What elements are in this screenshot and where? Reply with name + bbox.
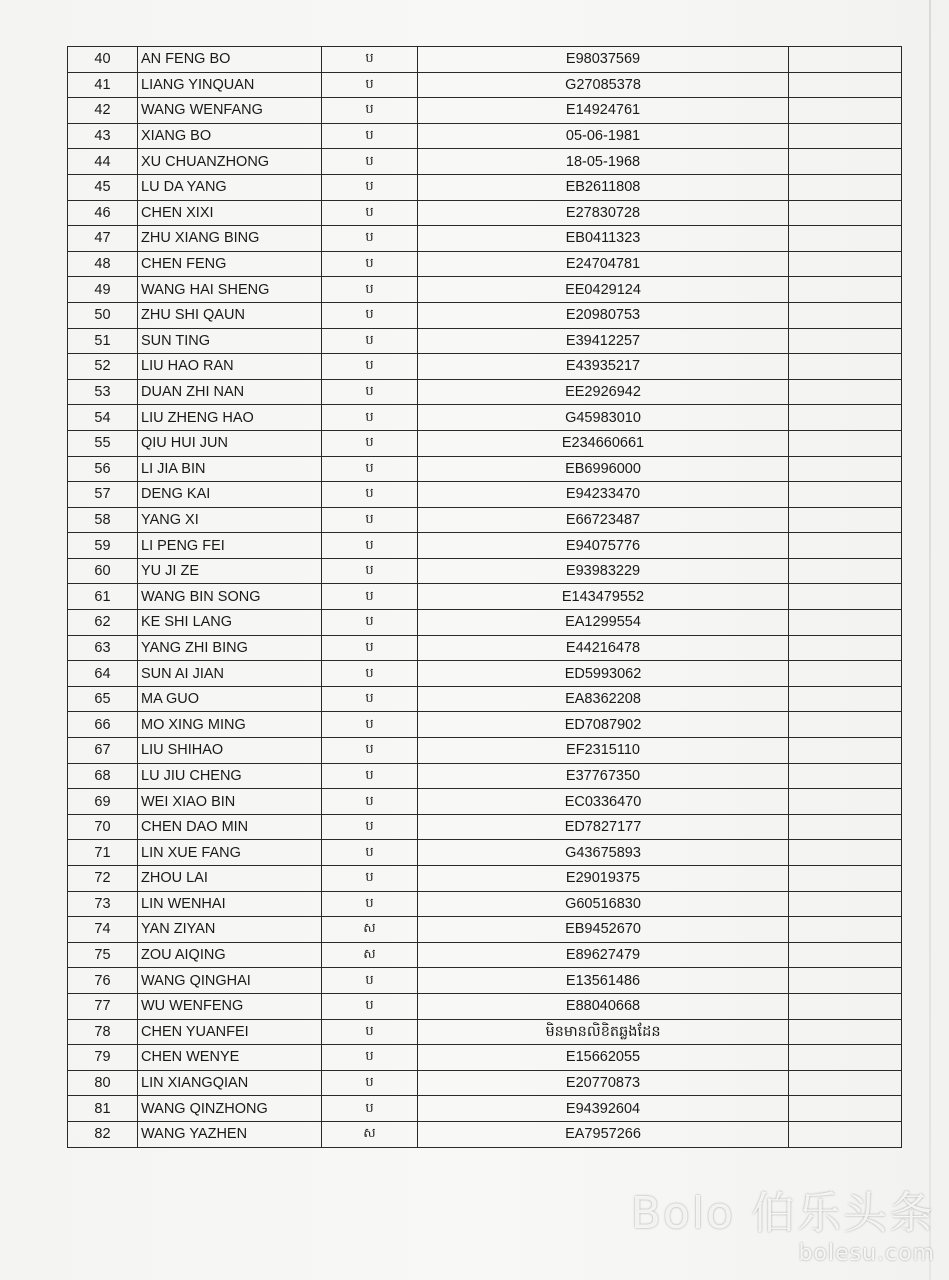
- row-number-cell: 40: [68, 47, 138, 73]
- empty-notes-cell: [789, 1019, 902, 1045]
- passport-number-cell: EE2926942: [418, 379, 789, 405]
- table-row: [68, 277, 902, 303]
- table-row: [68, 482, 902, 508]
- sex-cell: ប: [322, 1045, 418, 1071]
- row-number-cell: 41: [68, 72, 138, 98]
- sex-cell: ប: [322, 712, 418, 738]
- watermark-logo-text: Bolo 伯乐头条: [630, 1188, 935, 1239]
- passport-number-cell: E143479552: [418, 584, 789, 610]
- table-row: [68, 328, 902, 354]
- empty-notes-cell: [789, 1096, 902, 1122]
- passport-number-cell: E13561486: [418, 968, 789, 994]
- empty-notes-cell: [789, 302, 902, 328]
- row-number-cell: 50: [68, 302, 138, 328]
- sex-cell: ប: [322, 430, 418, 456]
- person-name-cell: YU JI ZE: [138, 558, 322, 584]
- sex-cell: ប: [322, 866, 418, 892]
- person-name-cell: CHEN WENYE: [138, 1045, 322, 1071]
- row-number-cell: 44: [68, 149, 138, 175]
- sex-cell: ប: [322, 1070, 418, 1096]
- table-row: [68, 251, 902, 277]
- sex-cell: ប: [322, 354, 418, 380]
- sex-cell: ស: [322, 942, 418, 968]
- person-name-cell: XIANG BO: [138, 123, 322, 149]
- person-name-cell: LIU HAO RAN: [138, 354, 322, 380]
- sex-cell: ប: [322, 584, 418, 610]
- sex-cell: ប: [322, 635, 418, 661]
- watermark-url: bolesu.com: [798, 1241, 935, 1266]
- person-name-cell: LIN XUE FANG: [138, 840, 322, 866]
- row-number-cell: 68: [68, 763, 138, 789]
- table-row: [68, 610, 902, 636]
- empty-notes-cell: [789, 942, 902, 968]
- empty-notes-cell: [789, 277, 902, 303]
- passport-number-cell: 18-05-1968: [418, 149, 789, 175]
- person-name-cell: DENG KAI: [138, 482, 322, 508]
- table-row: [68, 1070, 902, 1096]
- passport-number-cell: EE0429124: [418, 277, 789, 303]
- empty-notes-cell: [789, 533, 902, 559]
- sex-cell: ប: [322, 789, 418, 815]
- table-row: [68, 507, 902, 533]
- sex-cell: ប: [322, 661, 418, 687]
- person-name-cell: LIN WENHAI: [138, 891, 322, 917]
- row-number-cell: 64: [68, 661, 138, 687]
- row-number-cell: 66: [68, 712, 138, 738]
- row-number-cell: 60: [68, 558, 138, 584]
- table-row: [68, 123, 902, 149]
- row-number-cell: 63: [68, 635, 138, 661]
- person-name-cell: YANG ZHI BING: [138, 635, 322, 661]
- person-name-cell: WU WENFENG: [138, 993, 322, 1019]
- passport-number-cell: E94392604: [418, 1096, 789, 1122]
- row-number-cell: 70: [68, 814, 138, 840]
- empty-notes-cell: [789, 72, 902, 98]
- watermark: [631, 1177, 935, 1266]
- row-number-cell: 77: [68, 993, 138, 1019]
- row-number-cell: 71: [68, 840, 138, 866]
- passport-number-cell: ED7087902: [418, 712, 789, 738]
- row-number-cell: 72: [68, 866, 138, 892]
- empty-notes-cell: [789, 405, 902, 431]
- sex-cell: ប: [322, 379, 418, 405]
- sex-cell: ប: [322, 328, 418, 354]
- row-number-cell: 51: [68, 328, 138, 354]
- person-name-cell: ZHU XIANG BING: [138, 226, 322, 252]
- table-row: [68, 379, 902, 405]
- sex-cell: ប: [322, 149, 418, 175]
- person-name-cell: WANG BIN SONG: [138, 584, 322, 610]
- sex-cell: ប: [322, 277, 418, 303]
- table-row: [68, 72, 902, 98]
- sex-cell: ប: [322, 174, 418, 200]
- empty-notes-cell: [789, 866, 902, 892]
- passport-number-cell: EC0336470: [418, 789, 789, 815]
- person-name-cell: CHEN FENG: [138, 251, 322, 277]
- table-row: [68, 712, 902, 738]
- table-row: [68, 584, 902, 610]
- page-edge: [929, 0, 931, 1280]
- sex-cell: ប: [322, 610, 418, 636]
- person-name-cell: XU CHUANZHONG: [138, 149, 322, 175]
- passport-number-cell: ED5993062: [418, 661, 789, 687]
- empty-notes-cell: [789, 379, 902, 405]
- roster-table-body: [68, 47, 902, 1148]
- table-row: [68, 1096, 902, 1122]
- row-number-cell: 74: [68, 917, 138, 943]
- empty-notes-cell: [789, 584, 902, 610]
- sex-cell: ប: [322, 840, 418, 866]
- person-name-cell: CHEN YUANFEI: [138, 1019, 322, 1045]
- row-number-cell: 75: [68, 942, 138, 968]
- table-row: [68, 174, 902, 200]
- table-row: [68, 1045, 902, 1071]
- person-name-cell: LIU ZHENG HAO: [138, 405, 322, 431]
- table-row: [68, 1121, 902, 1147]
- empty-notes-cell: [789, 814, 902, 840]
- sex-cell: ស: [322, 1121, 418, 1147]
- person-name-cell: ZHU SHI QAUN: [138, 302, 322, 328]
- table-row: [68, 47, 902, 73]
- row-number-cell: 53: [68, 379, 138, 405]
- empty-notes-cell: [789, 789, 902, 815]
- sex-cell: ប: [322, 763, 418, 789]
- row-number-cell: 79: [68, 1045, 138, 1071]
- person-name-cell: LIU SHIHAO: [138, 738, 322, 764]
- passport-number-cell: EB9452670: [418, 917, 789, 943]
- row-number-cell: 80: [68, 1070, 138, 1096]
- table-row: [68, 98, 902, 124]
- table-row: [68, 149, 902, 175]
- empty-notes-cell: [789, 226, 902, 252]
- passport-number-cell: E94075776: [418, 533, 789, 559]
- empty-notes-cell: [789, 738, 902, 764]
- table-row: [68, 661, 902, 687]
- passport-number-cell: E93983229: [418, 558, 789, 584]
- table-row: [68, 993, 902, 1019]
- row-number-cell: 65: [68, 686, 138, 712]
- passport-number-cell: EA1299554: [418, 610, 789, 636]
- empty-notes-cell: [789, 251, 902, 277]
- empty-notes-cell: [789, 917, 902, 943]
- sex-cell: ស: [322, 917, 418, 943]
- sex-cell: ប: [322, 891, 418, 917]
- sex-cell: ប: [322, 533, 418, 559]
- empty-notes-cell: [789, 1045, 902, 1071]
- person-name-cell: SUN AI JIAN: [138, 661, 322, 687]
- sex-cell: ប: [322, 1019, 418, 1045]
- row-number-cell: 42: [68, 98, 138, 124]
- sex-cell: ប: [322, 226, 418, 252]
- person-name-cell: LIN XIANGQIAN: [138, 1070, 322, 1096]
- table-row: [68, 405, 902, 431]
- sex-cell: ប: [322, 47, 418, 73]
- table-row: [68, 891, 902, 917]
- sex-cell: ប: [322, 200, 418, 226]
- row-number-cell: 67: [68, 738, 138, 764]
- sex-cell: ប: [322, 738, 418, 764]
- passport-number-cell: EB0411323: [418, 226, 789, 252]
- empty-notes-cell: [789, 174, 902, 200]
- empty-notes-cell: [789, 328, 902, 354]
- passport-number-cell: E29019375: [418, 866, 789, 892]
- empty-notes-cell: [789, 840, 902, 866]
- person-name-cell: WANG WENFANG: [138, 98, 322, 124]
- passport-number-cell: E234660661: [418, 430, 789, 456]
- table-row: [68, 226, 902, 252]
- sex-cell: ប: [322, 456, 418, 482]
- passport-number-cell: E15662055: [418, 1045, 789, 1071]
- row-number-cell: 52: [68, 354, 138, 380]
- passport-number-cell: E20770873: [418, 1070, 789, 1096]
- empty-notes-cell: [789, 968, 902, 994]
- passport-number-cell: E94233470: [418, 482, 789, 508]
- table-row: [68, 430, 902, 456]
- passport-number-cell: EB2611808: [418, 174, 789, 200]
- sex-cell: ប: [322, 814, 418, 840]
- passport-number-cell: E89627479: [418, 942, 789, 968]
- person-name-cell: DUAN ZHI NAN: [138, 379, 322, 405]
- row-number-cell: 59: [68, 533, 138, 559]
- sex-cell: ប: [322, 251, 418, 277]
- empty-notes-cell: [789, 558, 902, 584]
- sex-cell: ប: [322, 1096, 418, 1122]
- row-number-cell: 58: [68, 507, 138, 533]
- empty-notes-cell: [789, 686, 902, 712]
- passport-number-cell: E27830728: [418, 200, 789, 226]
- empty-notes-cell: [789, 98, 902, 124]
- passport-number-cell: 05-06-1981: [418, 123, 789, 149]
- person-name-cell: SUN TING: [138, 328, 322, 354]
- passport-number-cell: EA7957266: [418, 1121, 789, 1147]
- row-number-cell: 76: [68, 968, 138, 994]
- person-name-cell: ZOU AIQING: [138, 942, 322, 968]
- empty-notes-cell: [789, 47, 902, 73]
- person-name-cell: WANG QINZHONG: [138, 1096, 322, 1122]
- table-row: [68, 738, 902, 764]
- row-number-cell: 48: [68, 251, 138, 277]
- row-number-cell: 43: [68, 123, 138, 149]
- sex-cell: ប: [322, 123, 418, 149]
- empty-notes-cell: [789, 1121, 902, 1147]
- sex-cell: ប: [322, 507, 418, 533]
- roster-table-wrapper: [67, 46, 901, 1148]
- empty-notes-cell: [789, 993, 902, 1019]
- passport-number-cell: EA8362208: [418, 686, 789, 712]
- row-number-cell: 54: [68, 405, 138, 431]
- row-number-cell: 55: [68, 430, 138, 456]
- table-row: [68, 1019, 902, 1045]
- empty-notes-cell: [789, 891, 902, 917]
- sex-cell: ប: [322, 405, 418, 431]
- sex-cell: ប: [322, 302, 418, 328]
- table-row: [68, 763, 902, 789]
- person-name-cell: QIU HUI JUN: [138, 430, 322, 456]
- passport-number-cell: EB6996000: [418, 456, 789, 482]
- row-number-cell: 82: [68, 1121, 138, 1147]
- table-row: [68, 968, 902, 994]
- passport-number-cell: E20980753: [418, 302, 789, 328]
- table-row: [68, 456, 902, 482]
- person-name-cell: ZHOU LAI: [138, 866, 322, 892]
- passport-number-cell: ED7827177: [418, 814, 789, 840]
- empty-notes-cell: [789, 507, 902, 533]
- empty-notes-cell: [789, 200, 902, 226]
- person-name-cell: CHEN DAO MIN: [138, 814, 322, 840]
- person-name-cell: LU JIU CHENG: [138, 763, 322, 789]
- row-number-cell: 57: [68, 482, 138, 508]
- table-row: [68, 635, 902, 661]
- empty-notes-cell: [789, 712, 902, 738]
- empty-notes-cell: [789, 661, 902, 687]
- empty-notes-cell: [789, 354, 902, 380]
- empty-notes-cell: [789, 635, 902, 661]
- row-number-cell: 73: [68, 891, 138, 917]
- person-name-cell: LIANG YINQUAN: [138, 72, 322, 98]
- sex-cell: ប: [322, 686, 418, 712]
- table-row: [68, 558, 902, 584]
- table-row: [68, 200, 902, 226]
- table-row: [68, 686, 902, 712]
- passport-number-cell: E43935217: [418, 354, 789, 380]
- passport-number-cell: E24704781: [418, 251, 789, 277]
- empty-notes-cell: [789, 149, 902, 175]
- passport-number-cell: E66723487: [418, 507, 789, 533]
- table-row: [68, 866, 902, 892]
- sex-cell: ប: [322, 72, 418, 98]
- row-number-cell: 45: [68, 174, 138, 200]
- table-row: [68, 533, 902, 559]
- row-number-cell: 56: [68, 456, 138, 482]
- person-name-cell: WEI XIAO BIN: [138, 789, 322, 815]
- person-name-cell: LI PENG FEI: [138, 533, 322, 559]
- person-name-cell: MA GUO: [138, 686, 322, 712]
- row-number-cell: 47: [68, 226, 138, 252]
- passport-number-cell: E39412257: [418, 328, 789, 354]
- passport-number-cell: E14924761: [418, 98, 789, 124]
- person-name-cell: WANG YAZHEN: [138, 1121, 322, 1147]
- empty-notes-cell: [789, 763, 902, 789]
- person-name-cell: MO XING MING: [138, 712, 322, 738]
- row-number-cell: 61: [68, 584, 138, 610]
- person-name-cell: KE SHI LANG: [138, 610, 322, 636]
- table-row: [68, 302, 902, 328]
- passport-number-cell: G45983010: [418, 405, 789, 431]
- passport-number-cell: G27085378: [418, 72, 789, 98]
- passport-number-cell: E37767350: [418, 763, 789, 789]
- empty-notes-cell: [789, 123, 902, 149]
- passport-number-cell: G60516830: [418, 891, 789, 917]
- row-number-cell: 62: [68, 610, 138, 636]
- empty-notes-cell: [789, 610, 902, 636]
- table-row: [68, 942, 902, 968]
- row-number-cell: 69: [68, 789, 138, 815]
- table-row: [68, 840, 902, 866]
- passport-number-cell: E44216478: [418, 635, 789, 661]
- sex-cell: ប: [322, 993, 418, 1019]
- person-name-cell: WANG HAI SHENG: [138, 277, 322, 303]
- passport-number-cell: មិនមានលិខិតឆ្លងដែន: [418, 1019, 789, 1045]
- person-name-cell: LU DA YANG: [138, 174, 322, 200]
- row-number-cell: 46: [68, 200, 138, 226]
- sex-cell: ប: [322, 968, 418, 994]
- row-number-cell: 78: [68, 1019, 138, 1045]
- person-name-cell: YAN ZIYAN: [138, 917, 322, 943]
- empty-notes-cell: [789, 456, 902, 482]
- passport-number-cell: EF2315110: [418, 738, 789, 764]
- sex-cell: ប: [322, 98, 418, 124]
- person-name-cell: WANG QINGHAI: [138, 968, 322, 994]
- row-number-cell: 49: [68, 277, 138, 303]
- table-row: [68, 354, 902, 380]
- sex-cell: ប: [322, 482, 418, 508]
- passport-number-cell: E88040668: [418, 993, 789, 1019]
- passport-number-cell: G43675893: [418, 840, 789, 866]
- person-name-cell: CHEN XIXI: [138, 200, 322, 226]
- empty-notes-cell: [789, 482, 902, 508]
- sex-cell: ប: [322, 558, 418, 584]
- table-row: [68, 814, 902, 840]
- table-row: [68, 917, 902, 943]
- passport-number-cell: E98037569: [418, 47, 789, 73]
- person-name-cell: LI JIA BIN: [138, 456, 322, 482]
- empty-notes-cell: [789, 1070, 902, 1096]
- person-name-cell: AN FENG BO: [138, 47, 322, 73]
- empty-notes-cell: [789, 430, 902, 456]
- roster-table: [67, 46, 902, 1148]
- person-name-cell: YANG XI: [138, 507, 322, 533]
- row-number-cell: 81: [68, 1096, 138, 1122]
- table-row: [68, 789, 902, 815]
